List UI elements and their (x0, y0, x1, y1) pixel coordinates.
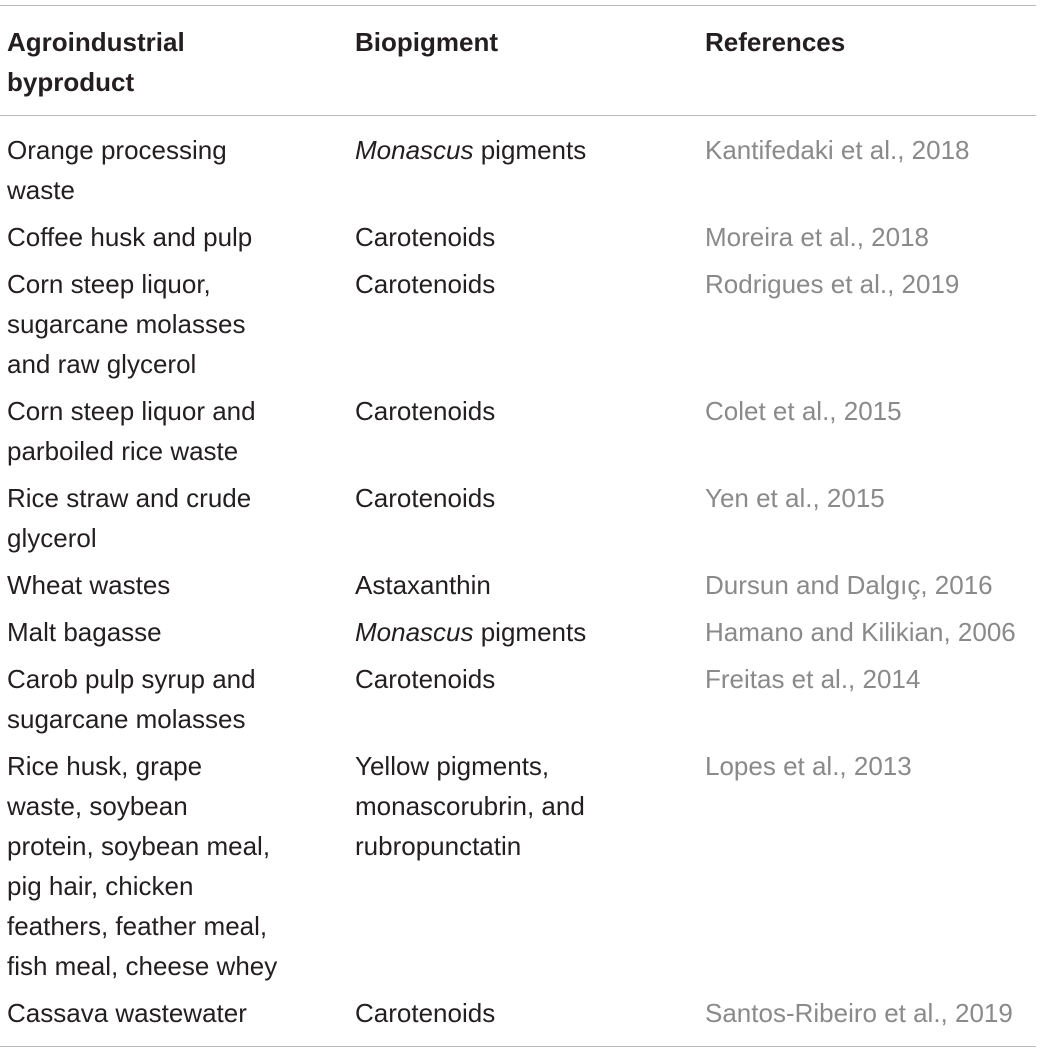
byproduct-line: Rice husk, grape (7, 751, 203, 781)
genus-name: Monascus (355, 135, 474, 165)
byproduct-cell (0, 605, 348, 652)
byproduct-cell (0, 558, 348, 605)
biopigment-text: Carotenoids (355, 396, 496, 426)
biopigment-text: Carotenoids (355, 269, 496, 299)
byproduct-line: Malt bagasse (7, 617, 162, 647)
biopigment-cell (348, 605, 697, 652)
byproduct-cell (0, 112, 348, 210)
byproduct-line: feathers, feather meal, (7, 911, 268, 941)
table-header (0, 18, 1046, 112)
table-body (0, 112, 1046, 1033)
byproduct-line: and raw glycerol (7, 349, 197, 379)
biopigment-text: Astaxanthin (355, 570, 491, 600)
header-biopigment: Biopigment (355, 27, 498, 57)
byproduct-line: waste (7, 175, 75, 205)
biopigment-text: Carotenoids (355, 998, 496, 1028)
byproduct-line: fish meal, cheese whey (7, 951, 278, 981)
byproduct-line: Corn steep liquor and (7, 396, 256, 426)
biopigment-cell (348, 210, 697, 257)
byproduct-cell (0, 652, 348, 739)
biopigment-cell (348, 384, 697, 471)
byproduct-line: pig hair, chicken (7, 871, 194, 901)
reference-link[interactable]: Freitas et al., 2014 (705, 664, 921, 694)
biopigment-text: pigments (473, 617, 587, 647)
reference-link[interactable]: Lopes et al., 2013 (705, 751, 912, 781)
header-byproduct-line-2: byproduct (7, 67, 135, 97)
byproduct-line: glycerol (7, 523, 97, 553)
byproduct-line: Wheat wastes (7, 570, 171, 600)
biopigment-text: monascorubrin, and (355, 791, 585, 821)
biopigment-cell (348, 652, 697, 739)
byproduct-line: protein, soybean meal, (7, 831, 271, 861)
reference-link[interactable]: Dursun and Dalgıç, 2016 (705, 570, 993, 600)
byproduct-cell (0, 210, 348, 257)
byproduct-line: waste, soybean (7, 791, 188, 821)
biopigment-cell (348, 471, 697, 558)
biopigment-text: rubropunctatin (355, 831, 522, 861)
table-row (0, 986, 1046, 1033)
byproduct-line: Corn steep liquor, (7, 269, 211, 299)
header-references: References (705, 27, 846, 57)
byproduct-line: Coffee husk and pulp (7, 222, 253, 252)
biopigment-cell (348, 986, 697, 1033)
table-row (0, 257, 1046, 384)
byproduct-cell (0, 257, 348, 384)
byproduct-cell (0, 471, 348, 558)
byproduct-cell (0, 384, 348, 471)
biopigment-text: Carotenoids (355, 222, 496, 252)
biopigment-text: Carotenoids (355, 664, 496, 694)
reference-link[interactable]: Santos-Ribeiro et al., 2019 (705, 998, 1013, 1028)
header-byproduct-line-1: Agroindustrial (7, 27, 185, 57)
byproduct-line: Orange processing (7, 135, 227, 165)
byproduct-line: Carob pulp syrup and (7, 664, 256, 694)
byproduct-biopigment-table (0, 18, 1046, 1033)
table-top-rule (0, 5, 1036, 6)
table-bottom-rule (0, 1046, 1036, 1047)
table-row (0, 605, 1046, 652)
biopigment-text: Carotenoids (355, 483, 496, 513)
table-row (0, 471, 1046, 558)
reference-link[interactable]: Moreira et al., 2018 (705, 222, 930, 252)
table-row (0, 652, 1046, 739)
byproduct-cell (0, 739, 348, 986)
byproduct-line: Cassava wastewater (7, 998, 247, 1028)
byproduct-line: Rice straw and crude (7, 483, 252, 513)
table-row (0, 384, 1046, 471)
byproduct-cell (0, 986, 348, 1033)
table-row (0, 739, 1046, 986)
table-row (0, 558, 1046, 605)
biopigment-cell (348, 112, 697, 210)
biopigment-cell (348, 558, 697, 605)
reference-link[interactable]: Hamano and Kilikian, 2006 (705, 617, 1016, 647)
reference-link[interactable]: Rodrigues et al., 2019 (705, 269, 960, 299)
table-row (0, 112, 1046, 210)
byproduct-line: sugarcane molasses (7, 704, 246, 734)
reference-link[interactable]: Yen et al., 2015 (705, 483, 885, 513)
reference-link[interactable]: Colet et al., 2015 (705, 396, 902, 426)
header-row (0, 18, 1046, 112)
biopigment-text: pigments (473, 135, 587, 165)
byproduct-line: sugarcane molasses (7, 309, 246, 339)
biopigment-cell (348, 739, 697, 986)
biopigment-cell (348, 257, 697, 384)
reference-link[interactable]: Kantifedaki et al., 2018 (705, 135, 970, 165)
genus-name: Monascus (355, 617, 474, 647)
header-byproduct (0, 18, 348, 112)
biopigment-text: Yellow pigments, (355, 751, 550, 781)
byproduct-line: parboiled rice waste (7, 436, 239, 466)
table-row (0, 210, 1046, 257)
